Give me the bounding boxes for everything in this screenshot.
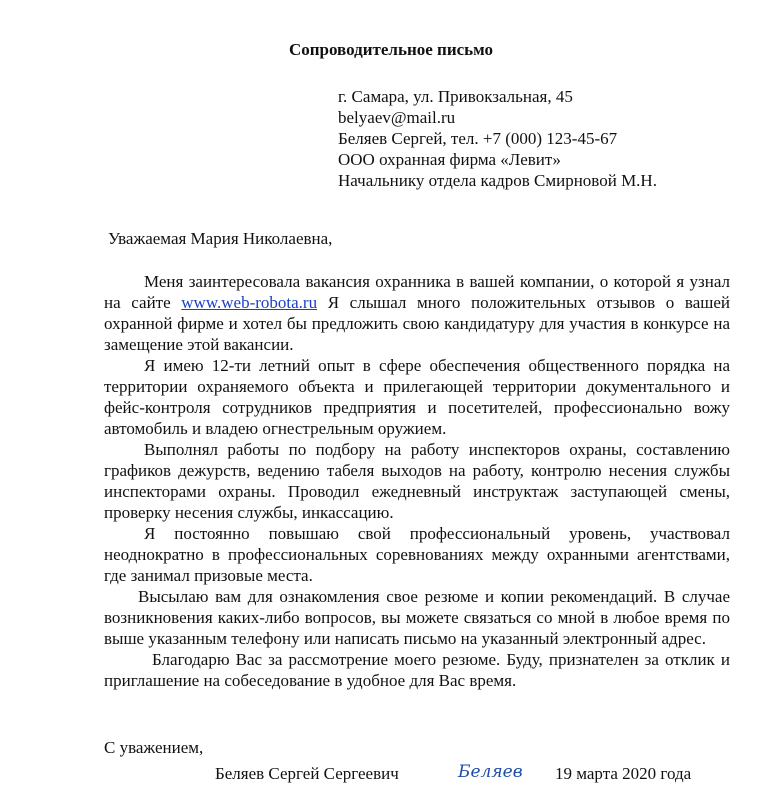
letter-body bbox=[104, 271, 730, 691]
paragraph-5: Высылаю вам для ознакомления свое резюме и копии рекомендаций. В случае возникновения каких-либо вопросов, вы можете связаться со мной в любое время по выше указанным телефону или написать письмо на указанный электронный адрес. bbox=[104, 587, 730, 648]
paragraph-4: Я постоянно повышаю свой профессиональный уровень, участвовал неоднократно в профессиональных соревнованиях между охранными агентствами, где занимал призовые места. bbox=[104, 524, 730, 585]
paragraph-1-text-a: Меня заинтересовала вакансия охранника в вашей компании, о которой я узнал на сайте bbox=[104, 272, 730, 312]
address-line: г. Самара, ул. Привокзальная, 45 bbox=[338, 87, 573, 106]
paragraph-1 bbox=[104, 271, 730, 355]
recipient-line: Начальнику отдела кадров Смирновой М.Н. bbox=[338, 171, 657, 190]
company-line: ООО охранная фирма «Левит» bbox=[338, 150, 561, 169]
signer-name: Беляев Сергей Сергеевич bbox=[215, 764, 399, 783]
greeting: Уважаемая Мария Николаевна, bbox=[108, 229, 333, 248]
closing: С уважением, bbox=[104, 738, 204, 757]
letter-date: 19 марта 2020 года bbox=[555, 764, 692, 783]
letter-title: Сопроводительное письмо bbox=[288, 40, 494, 59]
paragraph-3: Выполнял работы по подбору на работу инспекторов охраны, составлению графиков дежурств, ведению табеля выходов на работу, контролю несения службы инспекторами охраны. Проводил ежедневный инструктаж заступающей смены, проверку несения службы, инкассацию. bbox=[104, 440, 730, 522]
sender-address-block bbox=[338, 86, 657, 191]
signature-row bbox=[0, 764, 782, 788]
paragraph-6: Благодарю Вас за рассмотрение моего резюме. Буду, признателен за отклик и приглашение на собеседование в удобное для Вас время. bbox=[104, 650, 730, 690]
website-link[interactable]: www.web-robota.ru bbox=[181, 293, 318, 312]
paragraph-2: Я имею 12-ти летний опыт в сфере обеспечения общественного порядка на территории охраняемого объекта и прилегающей территории документального и фейс-контроля сотрудников предприятия и посетителей, профессионально вожу автомобиль и владею огнестрельным оружием. bbox=[104, 356, 730, 438]
paragraph-1-text-b: Я слышал много положительных отзывов о вашей охранной фирме и хотел бы предложить свою кандидатуру для участия в конкурсе на замещение этой вакансии. bbox=[104, 293, 730, 354]
email-line: belyaev@mail.ru bbox=[338, 108, 456, 127]
handwritten-signature: Беляев bbox=[458, 762, 523, 782]
sender-phone-line: Беляев Сергей, тел. +7 (000) 123-45-67 bbox=[338, 129, 618, 148]
